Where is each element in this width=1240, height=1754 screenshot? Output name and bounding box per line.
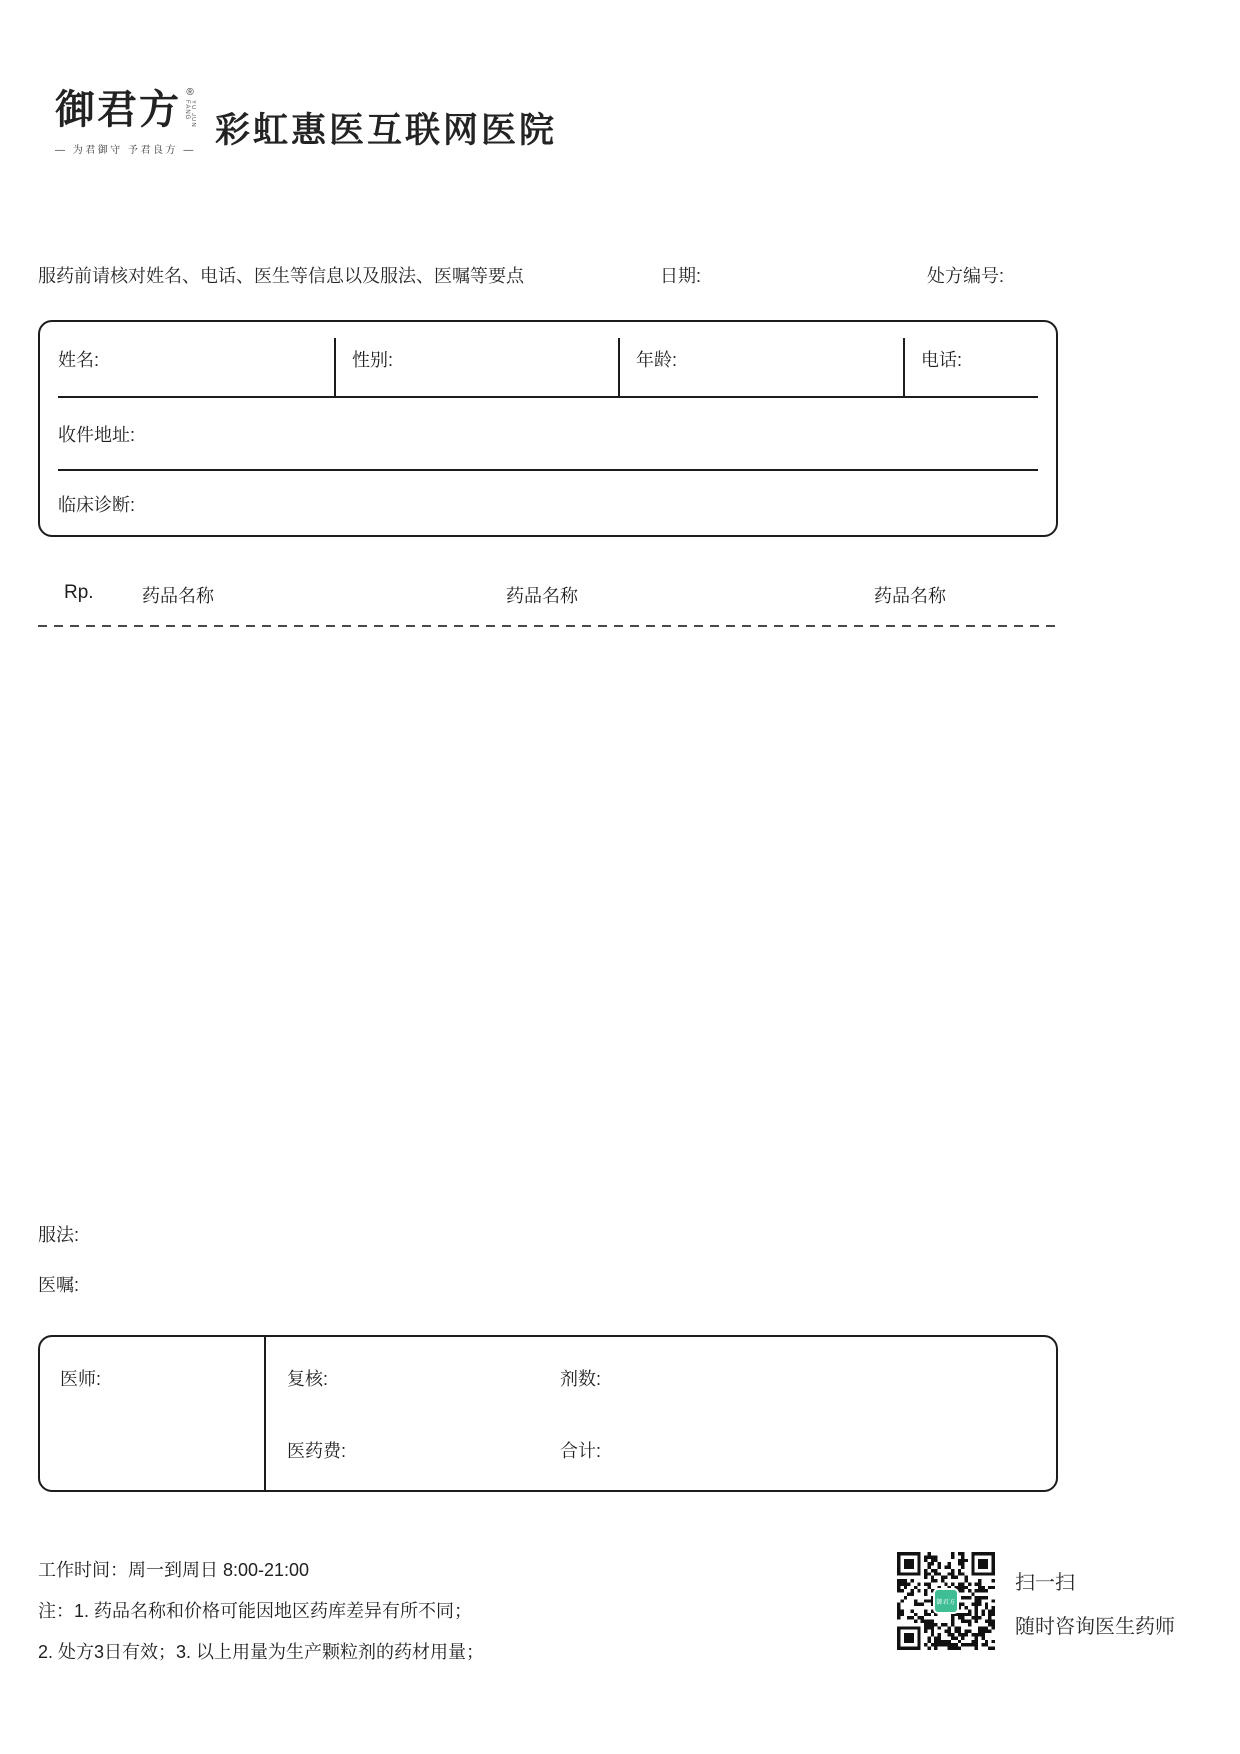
logo-text: 御君方 bbox=[55, 86, 181, 133]
hospital-title: 彩虹惠医互联网医院 bbox=[215, 111, 558, 150]
patient-phone-field bbox=[903, 322, 1056, 396]
medicine-fee-label: 医药费: bbox=[287, 1441, 347, 1461]
name-label: 姓名: bbox=[58, 350, 100, 370]
doctor-advice-label: 医嘱: bbox=[38, 1275, 80, 1295]
rp-label: Rp. bbox=[64, 582, 94, 603]
qr-code bbox=[897, 1552, 995, 1650]
patient-gender-field bbox=[334, 322, 618, 396]
signoff-box bbox=[38, 1335, 1058, 1492]
divider bbox=[264, 1337, 266, 1490]
qr-caption-consult: 随时咨询医生药师 bbox=[1015, 1616, 1175, 1638]
patient-info-box bbox=[38, 320, 1058, 537]
review-label: 复核: bbox=[287, 1369, 329, 1389]
working-hours-text: 工作时间：周一到周日 8:00-21:00 bbox=[38, 1560, 310, 1580]
verification-notice: 服药前请核对姓名、电话、医生等信息以及服法、医嘱等要点 bbox=[38, 266, 524, 286]
patient-row-basic bbox=[40, 322, 1056, 396]
gender-label: 性别: bbox=[352, 350, 394, 370]
phone-label: 电话: bbox=[921, 350, 963, 370]
address-label: 收件地址: bbox=[58, 424, 136, 445]
age-label: 年龄: bbox=[636, 350, 678, 370]
usage-label: 服法: bbox=[38, 1225, 80, 1245]
brand-logo bbox=[55, 88, 196, 156]
drug-name-column-header: 药品名称 bbox=[142, 586, 214, 606]
doses-label: 剂数: bbox=[560, 1369, 602, 1389]
logo-vertical-text: YU JUN FANG bbox=[184, 100, 196, 128]
logo-tagline: — 为君御守 予君良方 — bbox=[55, 145, 196, 156]
qr-caption-scan: 扫一扫 bbox=[1015, 1572, 1075, 1594]
patient-diagnosis-field bbox=[40, 471, 1056, 537]
prescription-number-label: 处方编号: bbox=[927, 266, 1005, 286]
dashed-divider bbox=[38, 625, 1058, 627]
diagnosis-label: 临床诊断: bbox=[58, 495, 136, 515]
qr-center-logo: 御君方 bbox=[933, 1588, 959, 1614]
footnote-line-1: 注：1. 药品名称和价格可能因地区药库差异有所不同； bbox=[38, 1601, 473, 1621]
date-label: 日期: bbox=[660, 266, 702, 286]
total-label: 合计: bbox=[560, 1441, 602, 1461]
physician-label: 医师: bbox=[60, 1369, 102, 1389]
drug-name-column-header: 药品名称 bbox=[506, 586, 578, 606]
footnote-line-2: 2. 处方3日有效；3. 以上用量为生产颗粒剂的药材用量； bbox=[38, 1642, 485, 1662]
patient-age-field bbox=[618, 322, 903, 396]
patient-name-field bbox=[40, 322, 334, 396]
drug-name-column-header: 药品名称 bbox=[874, 586, 946, 606]
registered-trademark-icon: ® bbox=[186, 87, 194, 98]
patient-address-field bbox=[40, 398, 1056, 469]
